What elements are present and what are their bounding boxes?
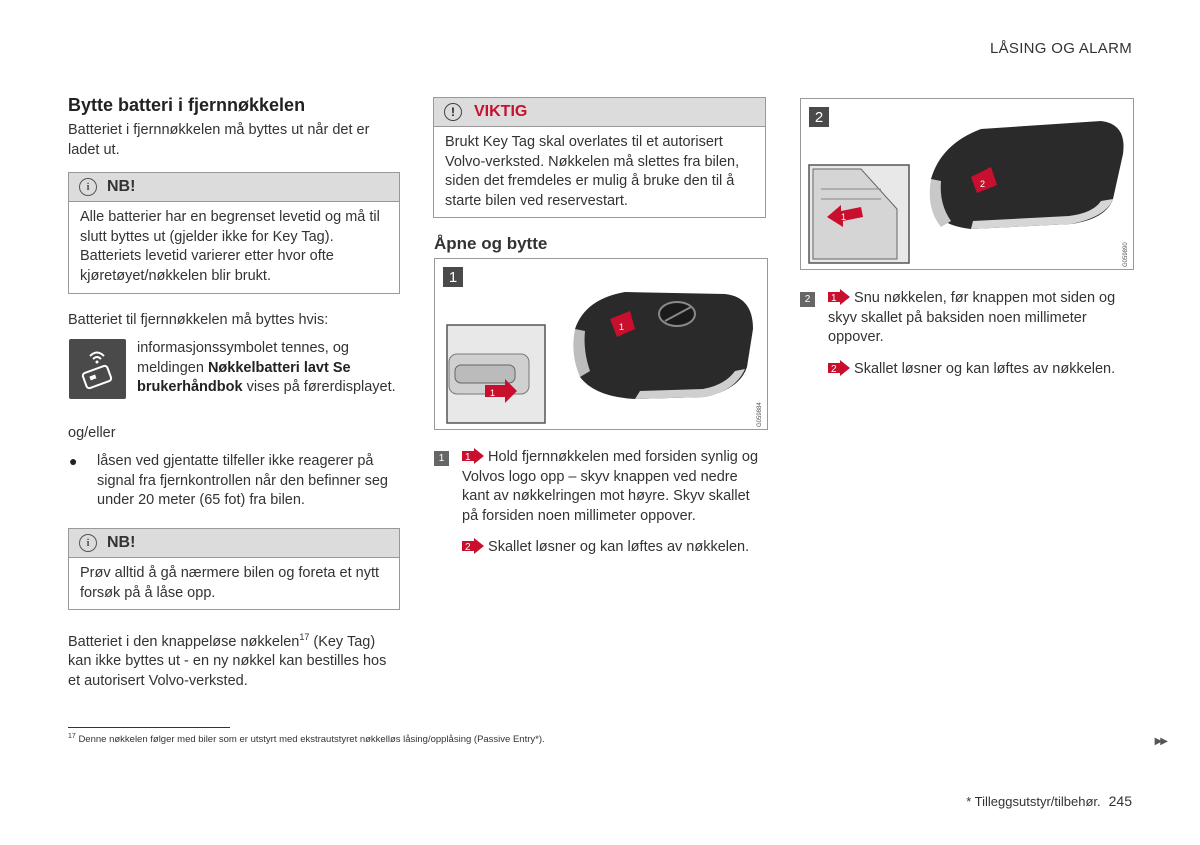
- nb-box-1: [68, 172, 400, 294]
- nb-text: Prøv alltid å gå nærmere bilen og foreta et nytt forsøk på å låse opp.: [80, 565, 380, 601]
- subsection-title: Åpne og bytte: [434, 234, 548, 253]
- keytag-text-2: (Key Tag) kan ikke byttes ut - en ny nøkkel kan bestilles hos et autorisert Volvo-verksted.: [68, 633, 387, 689]
- next-page-icon[interactable]: ▶▶: [1154, 736, 1166, 747]
- page-number: 245: [1108, 793, 1132, 809]
- figure-2: [800, 98, 1134, 270]
- nb-label: NB!: [107, 534, 136, 551]
- callout-1: 1: [619, 322, 625, 332]
- step-2-back-instruction: Skallet løsner og kan løftes av nøkkelen.: [854, 361, 1116, 377]
- callout-1: 1: [841, 212, 847, 222]
- intro-text: Batteriet i fjernnøkkelen må byttes ut når det er ladet ut.: [68, 122, 370, 158]
- nb-text: Alle batterier har en begrenset levetid og må til slutt byttes ut (gjelder ikke for Key Tag). Batteriets levetid varierer etter hvor ofte kjøretøyet/nøkkelen blir brukt.: [80, 209, 380, 284]
- footnote-text: Denne nøkkelen følger med biler som er utstyrt med ekstrautstyret nøkkelløs låsing/opplåsing (Passive Entry*).: [78, 734, 545, 746]
- key-front-illustration: [435, 259, 768, 430]
- viktig-header: [434, 98, 765, 127]
- viktig-text: Brukt Key Tag skal overlates til et autorisert Volvo-verksted. Nøkkelen må slettes fra bilen, siden det fremdeles er mulig å bruke den til å starte bilen ved reservestart.: [445, 134, 740, 209]
- callout-2: 2: [831, 364, 837, 375]
- step-2-back-text: [828, 360, 1132, 380]
- warning-icon: !: [444, 103, 462, 121]
- figure-code: G059884: [757, 402, 763, 427]
- symbol-text-2: vises på førerdisplayet.: [242, 379, 396, 395]
- step-1-instruction: Hold fjernnøkkelen med forsiden synlig og Volvos logo opp – skyv knappen ved nedre kant av nøkkelringen mot høyre. Skyv skallet på forsiden noen millimeter oppover.: [462, 449, 759, 524]
- symbol-text-1: informasjonssymbolet tennes, og meldingen: [137, 340, 349, 376]
- page-footer: [966, 793, 1132, 809]
- key-battery-low-icon: [69, 339, 126, 399]
- red-arrow-2-icon: [828, 360, 850, 376]
- viktig-label: VIKTIG: [474, 103, 528, 120]
- battery-when-text: Batteriet til fjernnøkkelen må byttes hvis:: [68, 312, 329, 328]
- step-2-instruction: Skallet løsner og kan løftes av nøkkelen.: [488, 539, 750, 555]
- footnote-number: 17: [68, 733, 76, 740]
- figure-number: 1: [443, 267, 463, 287]
- red-arrow-1-icon: [828, 289, 850, 305]
- callout-1: 1: [490, 388, 496, 398]
- nb-label: NB!: [107, 178, 136, 195]
- bullet-text: låsen ved gjentatte tilfeller ikke reagerer på signal fra fjernkontrollen når den befinner seg under 20 meter (65 fot) fra bilen.: [97, 453, 388, 508]
- callout-2: 2: [980, 179, 986, 189]
- red-arrow-1-icon: [462, 448, 484, 464]
- section-title: Bytte batteri i fjernnøkkelen: [68, 95, 306, 115]
- viktig-box: [433, 97, 766, 218]
- symbol-message: Nøkkelbatteri lavt Se brukerhåndbok: [137, 359, 351, 395]
- bullet-dot: ●: [69, 453, 78, 469]
- footnote: [68, 733, 545, 745]
- callout-1: 1: [831, 293, 837, 304]
- keytag-text: [68, 628, 400, 691]
- figure-code: G059890: [1123, 242, 1129, 267]
- step-number: 1: [434, 451, 449, 466]
- nb-header: [69, 173, 399, 202]
- step-number: 2: [800, 292, 815, 307]
- callout-2: 2: [465, 542, 471, 553]
- step-2-text: [462, 538, 762, 558]
- step-1-back-instruction: Snu nøkkelen, før knappen mot siden og skyv skallet på baksiden noen millimeter oppover.: [828, 290, 1116, 345]
- key-back-illustration: [801, 99, 1134, 270]
- nb-header: [69, 529, 399, 558]
- chapter-title: LÅSING OG ALARM: [989, 40, 1132, 57]
- and-or-text: og/eller: [68, 425, 116, 441]
- info-icon: i: [79, 178, 97, 196]
- footnote-ref[interactable]: 17: [299, 632, 310, 642]
- keytag-text-1: Batteriet i den knappeløse nøkkelen: [68, 633, 300, 650]
- footnote-divider: [68, 727, 230, 728]
- figure-1: [434, 258, 768, 430]
- info-icon: i: [79, 534, 97, 552]
- red-arrow-2-icon: [462, 538, 484, 554]
- symbol-description: [137, 339, 399, 398]
- footer-note: * Tilleggsutstyr/tilbehør.: [966, 794, 1101, 809]
- figure-number: 2: [809, 107, 829, 127]
- nb-box-2: [68, 528, 400, 610]
- callout-1: 1: [465, 452, 471, 463]
